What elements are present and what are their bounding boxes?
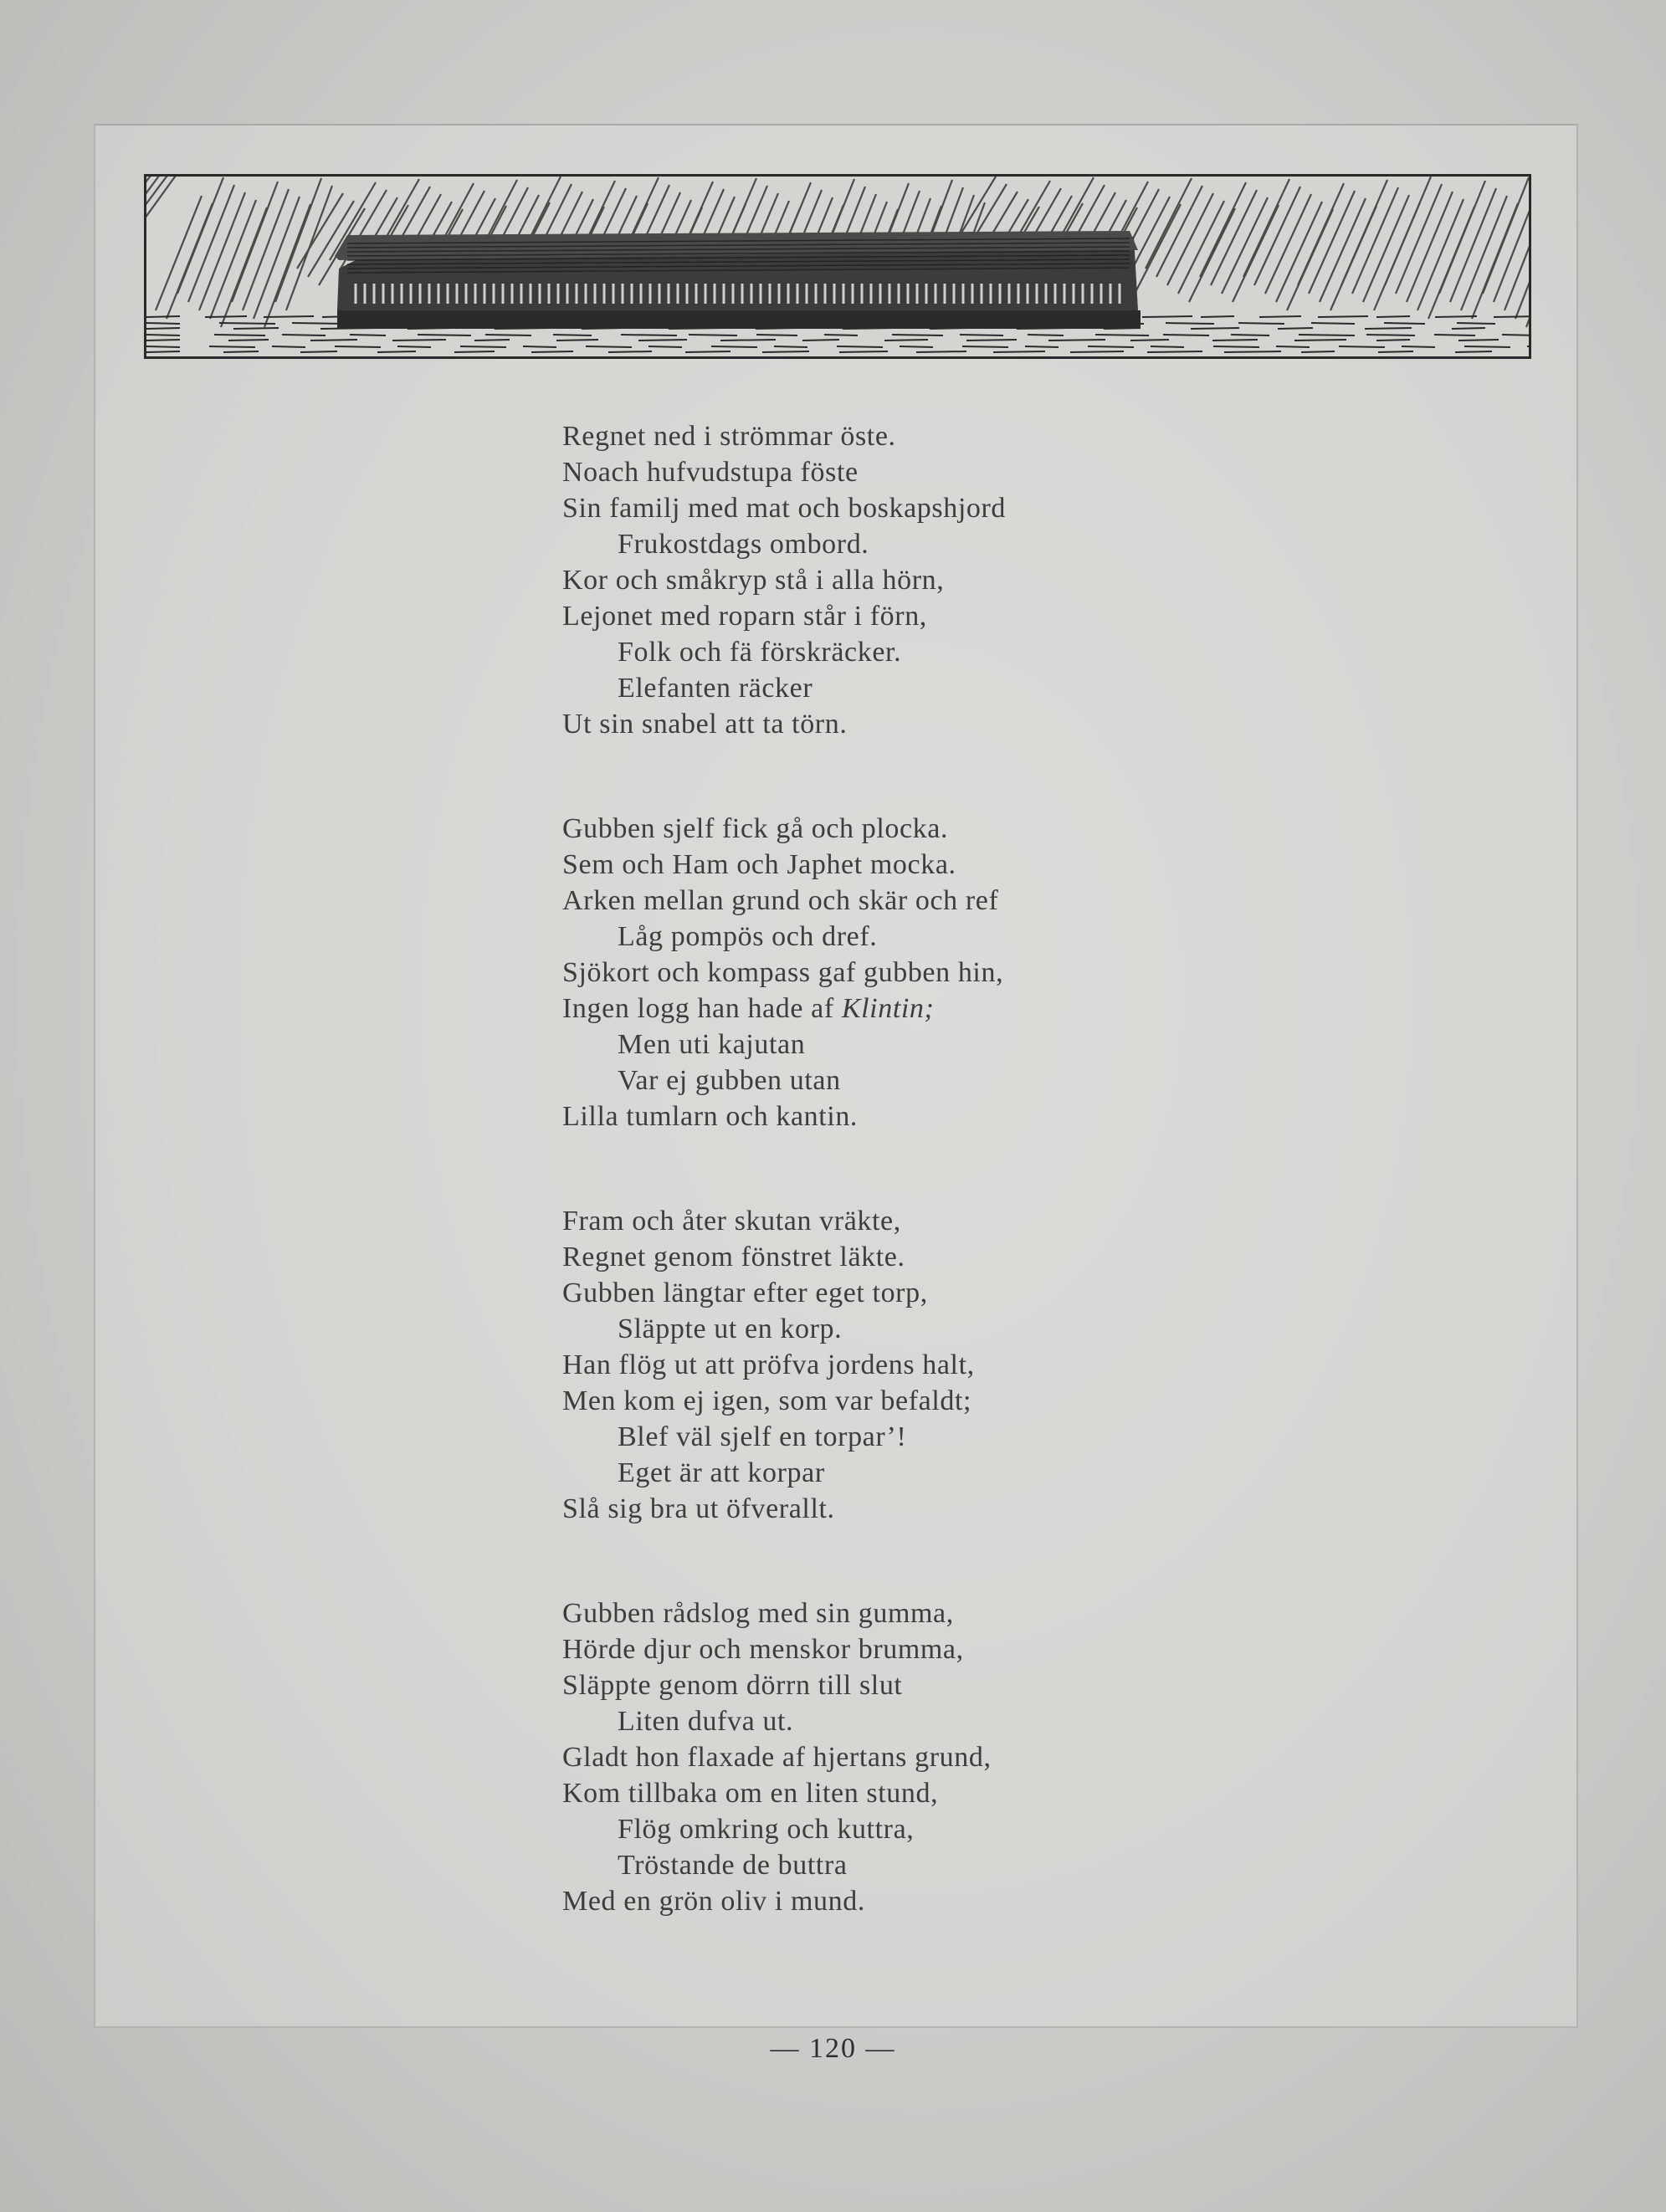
verse-line: Kor och småkryp stå i alla hörn, [562,565,945,596]
verse-line: Fram och åter skutan vräkte, [562,1206,901,1237]
verse-line: Frukostdags ombord. [618,529,869,560]
verse-line: Regnet genom fönstret läkte. [562,1242,905,1272]
ark-illustration [144,174,1531,359]
verse-line: Sin familj med mat och boskapshjord [562,493,1006,524]
verse-line [562,991,1198,1027]
verse-line: Gladt hon flaxade af hjertans grund, [562,1742,992,1773]
verse-line: Låg pompös och dref. [618,921,878,952]
verse-line: Regnet ned i strömmar öste. [562,421,896,452]
stanza [562,1595,1198,1919]
verse-line: Gubben längtar efter eget torp, [562,1278,928,1308]
verse-line: Lejonet med roparn står i förn, [562,601,927,632]
verse-line: Sjökort och kompass gaf gubben hin, [562,957,1004,988]
verse-line: Gubben sjelf fick gå och plocka. [562,813,949,844]
stanza [562,1203,1198,1527]
verse-line: Flög omkring och kuttra, [618,1814,915,1845]
verse-line: Tröstande de buttra [618,1850,848,1881]
verse-line: Släppte genom dörrn till slut [562,1670,903,1701]
verse-line: Han flög ut att pröfva jordens halt, [562,1349,975,1380]
verse-line: Arken mellan grund och skär och ref [562,885,999,916]
verse-line: Liten dufva ut. [618,1706,794,1737]
verse-line: Ut sin snabel att ta törn. [562,709,848,740]
verse-italic: Klintin; [841,993,935,1024]
verse-line: Blef väl sjelf en torpar’! [618,1421,907,1452]
verse-line: Slå sig bra ut öfverallt. [562,1493,835,1524]
verse-line: Noach hufvudstupa föste [562,457,859,488]
verse-line: Hörde djur och menskor brumma, [562,1634,964,1665]
verse-line: Släppte ut en korp. [618,1313,843,1344]
stanza [562,418,1198,742]
verse-line: Kom tillbaka om en liten stund, [562,1778,939,1809]
verse-line: Gubben rådslog med sin gumma, [562,1598,954,1629]
verse-line: Var ej gubben utan [618,1065,841,1096]
verse-text: Ingen logg han hade af [562,993,834,1024]
verse-line: Elefanten räcker [618,673,813,704]
verse-line: Men uti kajutan [618,1029,806,1060]
verse-line: Folk och fä förskräcker. [618,637,902,668]
verse-line: Sem och Ham och Japhet mocka. [562,849,956,880]
stanza [562,811,1198,1134]
verse-line: Lilla tumlarn och kantin. [562,1101,859,1132]
noahs-ark-drawing-icon [146,177,1529,356]
page-number: — 120 — [770,2033,896,2064]
poem [562,418,1198,1919]
verse-line: Eget är att korpar [618,1457,825,1488]
verse-line: Men kom ej igen, som var befaldt; [562,1385,972,1416]
verse-line: Med en grön oliv i mund. [562,1886,865,1917]
